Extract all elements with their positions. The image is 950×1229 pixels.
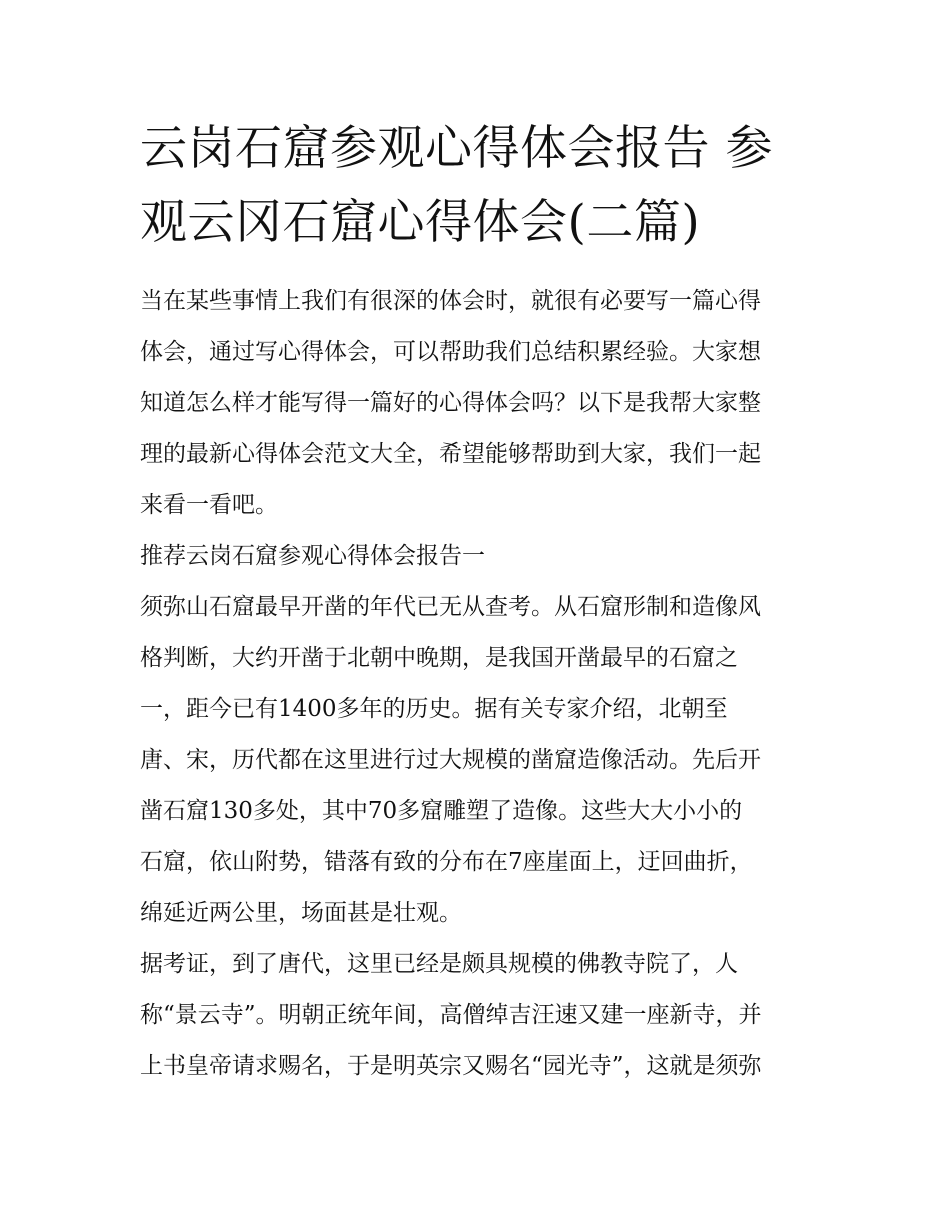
paragraph-line: 格判断，大约开凿于北朝中晚期，是我国开凿最早的石窟之: [140, 645, 738, 671]
paragraph-line: 须弥山石窟最早开凿的年代已无从查考。从石窟形制和造像风: [140, 594, 761, 620]
paragraph-line: 唐、宋，历代都在这里进行过大规模的凿窟造像活动。先后开: [140, 747, 761, 773]
paragraph-line: 上书皇帝请求赐名，于是明英宗又赐名“园光寺”，这就是须弥: [140, 1053, 762, 1079]
paragraph-line: 体会，通过写心得体会，可以帮助我们总结积累经验。大家想: [140, 339, 761, 365]
paragraph-line: 理的最新心得体会范文大全，希望能够帮助到大家，我们一起: [140, 441, 761, 467]
document-title: [140, 112, 820, 260]
title-line: 观云冈石窟心得体会(二篇): [140, 195, 701, 250]
paragraph-line: 称“景云寺”。明朝正统年间，高僧绰吉汪速又建一座新寺，并: [140, 1002, 762, 1028]
section-heading: 推荐云岗石窟参观心得体会报告一: [140, 543, 485, 569]
paragraph-line: 凿石窟130多处，其中70多窟雕塑了造像。这些大大小小的: [140, 798, 743, 824]
title-line: 云岗石窟参观心得体会报告 参: [140, 121, 773, 176]
paragraph-line: 据考证，到了唐代，这里已经是颇具规模的佛教寺院了，人: [140, 951, 738, 977]
paragraph-line: 当在某些事情上我们有很深的体会时，就很有必要写一篇心得: [140, 288, 761, 314]
paragraph-line: 一，距今已有1400多年的历史。据有关专家介绍，北朝至: [140, 696, 728, 722]
document-body: [140, 276, 820, 1092]
paragraph-line: 绵延近两公里，场面甚是壮观。: [140, 900, 462, 926]
paragraph-line: 来看一看吧。: [140, 492, 278, 518]
paragraph-line: 知道怎么样才能写得一篇好的心得体会吗？以下是我帮大家整: [140, 390, 761, 416]
paragraph-line: 石窟，依山附势，错落有致的分布在7座崖面上，迂回曲折，: [140, 849, 753, 875]
